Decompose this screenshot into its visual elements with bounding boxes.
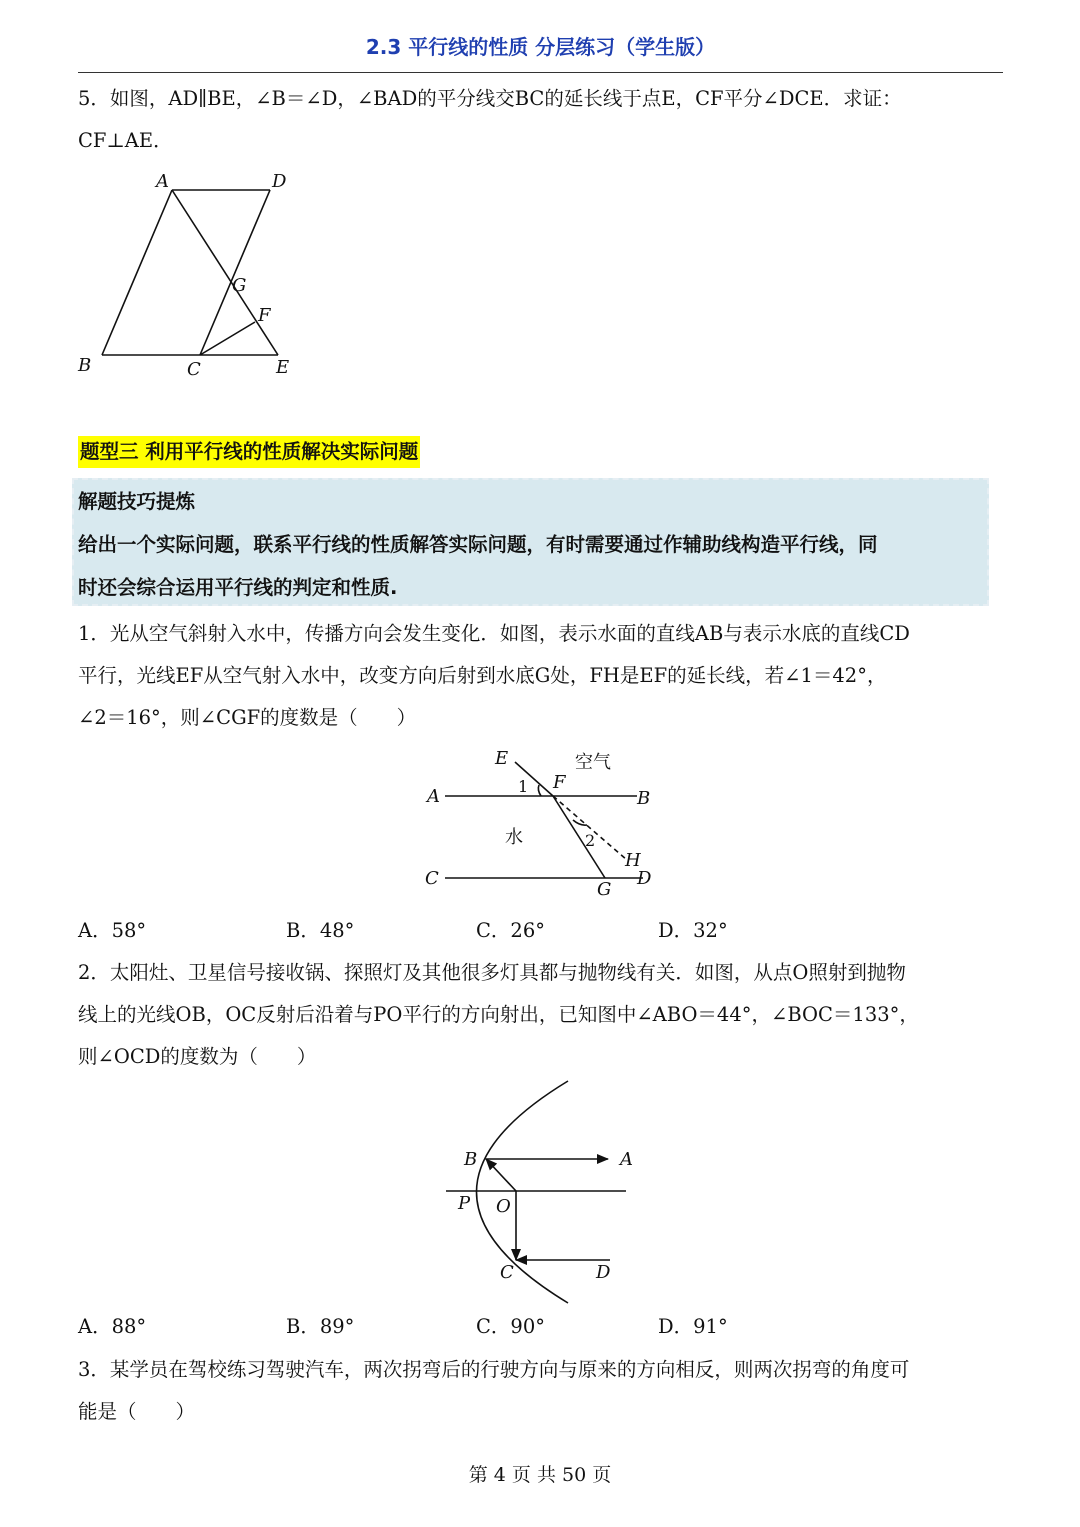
label-angle-2: 2 <box>585 831 596 850</box>
label-G: G <box>232 275 247 296</box>
q2-option-b: B．89° <box>286 1315 355 1338</box>
label-C: C <box>425 868 439 889</box>
q1-figure <box>415 742 665 902</box>
label-air: 空气 <box>575 752 611 773</box>
parabola-curve <box>477 1081 569 1303</box>
q2-figure <box>440 1075 640 1310</box>
segment-CF <box>200 322 255 355</box>
q1-option-a: A．58° <box>78 919 147 942</box>
label-E: E <box>276 357 290 378</box>
label-P: P <box>458 1193 471 1214</box>
q2-line2: 线上的光线OB，OC反射后沿着与PO平行的方向射出，已知图中∠ABO＝44°，∠BOC＝133°， <box>78 1003 919 1026</box>
q3-line1: 3．某学员在驾校练习驾驶汽车，两次拐弯后的行驶方向与原来的方向相反，则两次拐弯的角度可 <box>78 1358 910 1381</box>
label-water: 水 <box>505 827 523 848</box>
segment-AB <box>102 190 172 355</box>
label-A: A <box>620 1149 633 1170</box>
label-B: B <box>78 355 92 376</box>
problem5-figure <box>70 165 310 385</box>
tips-line2: 时还会综合运用平行线的判定和性质. <box>78 576 398 599</box>
section-title: 题型三 利用平行线的性质解决实际问题 <box>78 436 420 468</box>
problem5-line2: CF⊥AE． <box>78 129 173 152</box>
ray-OB <box>486 1159 516 1191</box>
q1-option-c: C．26° <box>476 919 545 942</box>
label-O: O <box>496 1196 511 1217</box>
label-A: A <box>427 786 440 807</box>
label-B: B <box>637 788 651 809</box>
label-F: F <box>258 305 271 326</box>
q2-line3: 则∠OCD的度数为（ ） <box>78 1045 317 1068</box>
label-A: A <box>156 171 169 192</box>
segment-AE <box>172 190 278 355</box>
q1-option-d: D．32° <box>658 919 728 942</box>
segment-DC <box>200 190 270 355</box>
label-H: H <box>625 850 641 871</box>
label-D: D <box>637 868 652 889</box>
label-D: D <box>596 1262 611 1283</box>
q2-option-d: D．91° <box>658 1315 728 1338</box>
angle-1-arc <box>538 785 541 796</box>
tips-line1: 给出一个实际问题，联系平行线的性质解答实际问题，有时需要通过作辅助线构造平行线，同 <box>78 533 878 556</box>
angle-2-arc <box>573 820 587 825</box>
label-C: C <box>187 359 201 380</box>
q1-line3: ∠2＝16°，则∠CGF的度数是（ ） <box>78 706 417 729</box>
ray-FH <box>553 796 627 860</box>
tips-heading: 解题技巧提炼 <box>78 490 196 513</box>
q1-option-b: B．48° <box>286 919 355 942</box>
q2-option-a: A．88° <box>78 1315 147 1338</box>
problem5-line1: 5．如图，AD∥BE，∠B＝∠D，∠BAD的平分线交BC的延长线于点E，CF平分∠DCE．求证： <box>78 87 902 110</box>
label-E: E <box>495 748 509 769</box>
q1-line1: 1．光从空气斜射入水中，传播方向会发生变化．如图，表示水面的直线AB与表示水底的直线CD <box>78 622 910 645</box>
page-footer: 第 4 页 共 50 页 <box>468 1464 612 1486</box>
page-header-title: 2.3 平行线的性质 分层练习（学生版） <box>365 35 716 59</box>
q3-line2: 能是（ ） <box>78 1400 196 1423</box>
q1-line2: 平行，光线EF从空气射入水中，改变方向后射到水底G处，FH是EF的延长线，若∠1＝42°， <box>78 664 887 687</box>
q2-option-c: C．90° <box>476 1315 545 1338</box>
label-F: F <box>553 772 566 793</box>
label-D: D <box>272 171 287 192</box>
label-C: C <box>500 1262 514 1283</box>
label-angle-1: 1 <box>518 777 529 796</box>
header-divider <box>78 72 1003 73</box>
q2-line1: 2．太阳灶、卫星信号接收锅、探照灯及其他很多灯具都与抛物线有关．如图，从点O照射到抛物 <box>78 961 906 984</box>
ray-FG <box>553 796 605 878</box>
label-G: G <box>597 879 612 900</box>
label-B: B <box>464 1149 478 1170</box>
